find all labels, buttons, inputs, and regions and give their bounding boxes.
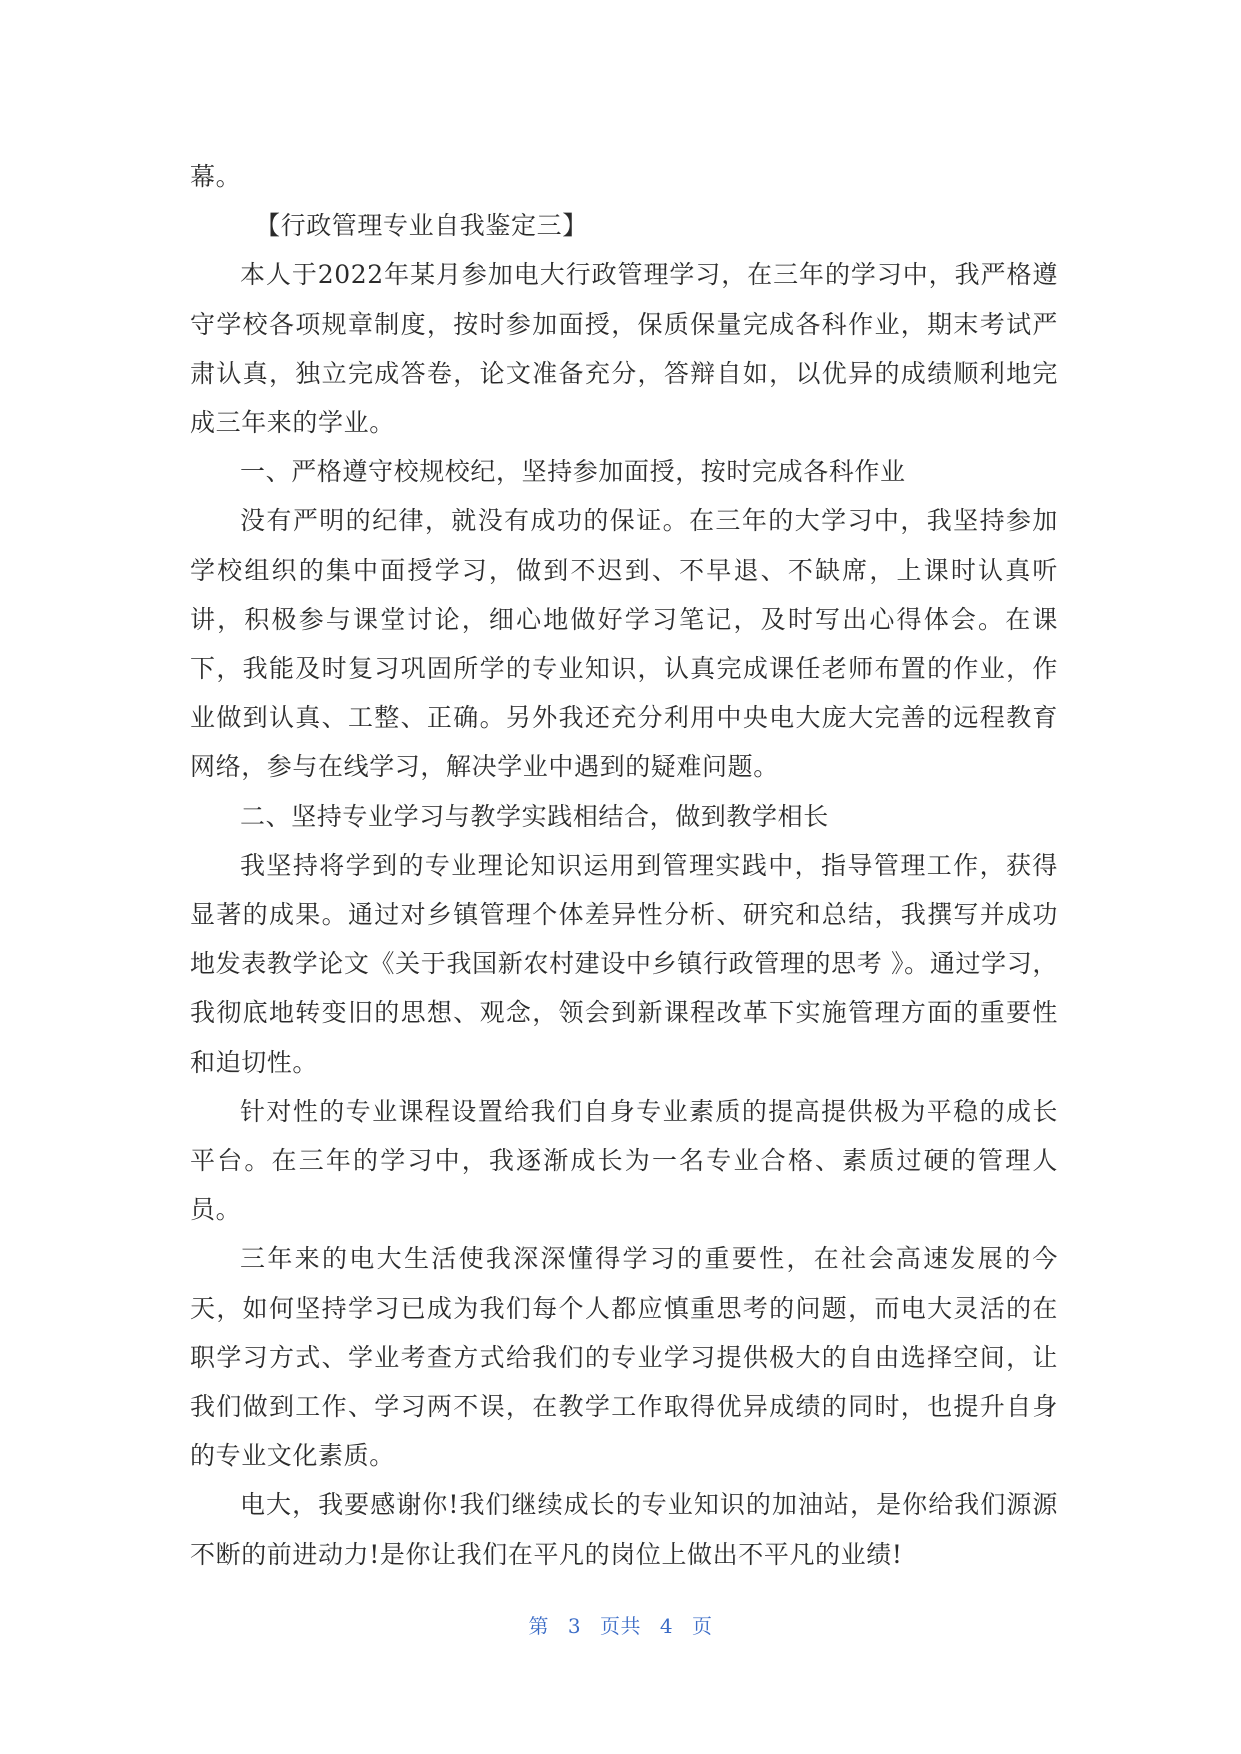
page-footer — [0, 1610, 1241, 1639]
paragraph-reflection: 三年来的电大生活使我深深懂得学习的重要性，在社会高速发展的今天，如何坚持学习已成为我们每个人都应慎重思考的问题，而电大灵活的在职学习方式、学业考查方式给我们的专业学习提供极大的自由选择空间，让我们做到工作、学习两不误，在教学工作取得优异成绩的同时，也提升自身的专业文化素质。 — [190, 1244, 1058, 1471]
current-page-number: 3 — [567, 1614, 582, 1638]
subheading-discipline: 一、严格遵守校规校纪，坚持参加面授，按时完成各科作业 — [240, 457, 906, 487]
footer-middle: 页共 — [600, 1614, 641, 1638]
paragraph-curriculum: 针对性的专业课程设置给我们自身专业素质的提高提供极为平稳的成长平台。在三年的学习中，我逐渐成长为一名专业合格、素质过硬的管理人员。 — [190, 1096, 1058, 1225]
total-page-number: 4 — [659, 1614, 674, 1638]
paragraph-gratitude: 电大，我要感谢你!我们继续成长的专业知识的加油站，是你给我们源源不断的前进动力!是你让我们在平凡的岗位上做出不平凡的业绩! — [190, 1490, 1058, 1569]
paragraph-discipline: 没有严明的纪律，就没有成功的保证。在三年的大学习中，我坚持参加学校组织的集中面授学习，做到不迟到、不早退、不缺席，上课时认真听讲，积极参与课堂讨论，细心地做好学习笔记，及时写出心得体会。在课下，我能及时复习巩固所学的专业知识，认真完成课任老师布置的作业，作业做到认真、工整、正确。另外我还充分利用中央电大庞大完善的远程教育网络，参与在线学习，解决学业中遇到的疑难问题。 — [190, 506, 1058, 782]
paragraph-continuation: 幕。 — [190, 162, 242, 191]
section-heading: 【行政管理专业自我鉴定三】 — [255, 211, 588, 241]
paragraph-intro: 本人于2022年某月参加电大行政管理学习，在三年的学习中，我严格遵守学校各项规章制度，按时参加面授，保质保量完成各科作业，期末考试严肃认真，独立完成答卷，论文准备充分，答辩自如，以优异的成绩顺利地完成三年来的学业。 — [190, 260, 1058, 438]
paragraph-practice: 我坚持将学到的专业理论知识运用到管理实践中，指导管理工作，获得显著的成果。通过对乡镇管理个体差异性分析、研究和总结，我撰写并成功地发表教学论文《关于我国新农村建设中乡镇行政管理的思考 》。通过学习，我彻底地转变旧的思想、观念，领会到新课程改革下实施管理方面的重要性和迫切性。 — [190, 850, 1058, 1077]
subheading-practice: 二、坚持专业学习与教学实践相结合，做到教学相长 — [240, 801, 829, 831]
footer-suffix: 页 — [691, 1614, 713, 1638]
document-body — [190, 152, 1058, 1579]
footer-prefix: 第 — [528, 1614, 550, 1638]
